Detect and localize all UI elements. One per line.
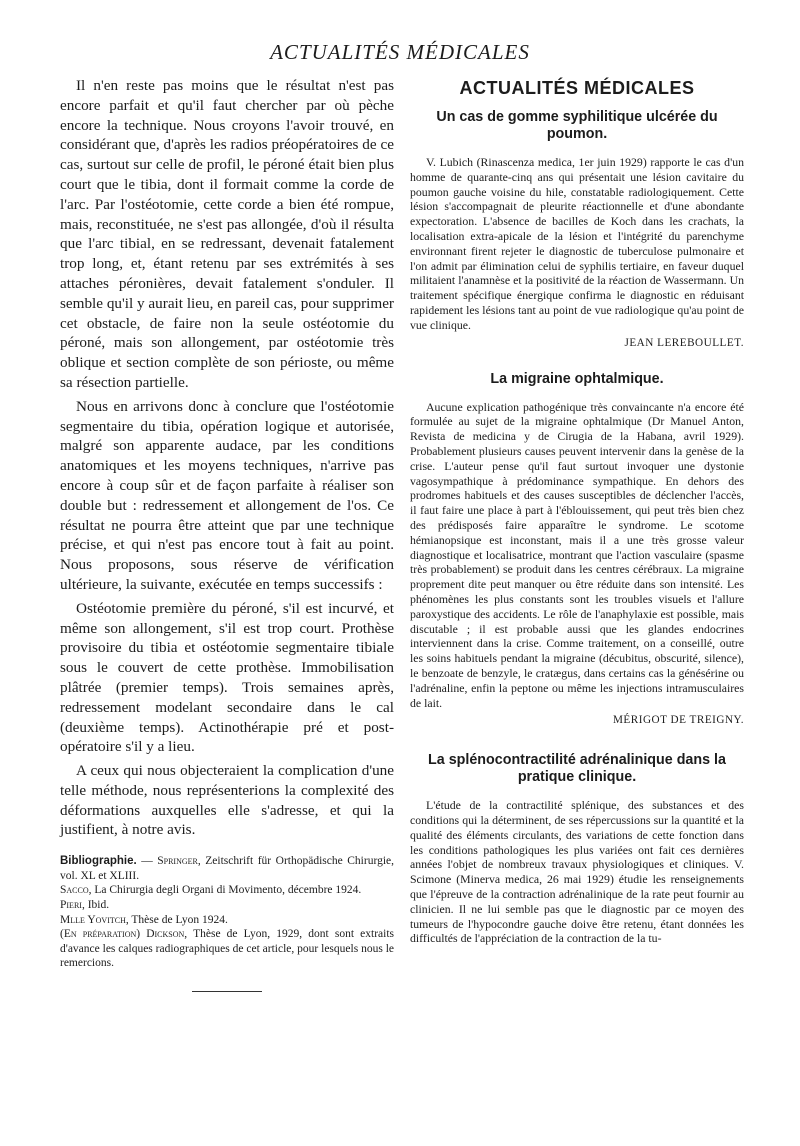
bib-rest: , Thèse de Lyon, 1929, dont sont extraits d'avance les calques radiographiques de cet article, pour lesquels nous le remercions.: [60, 928, 394, 970]
article-text: [410, 798, 744, 946]
bibliography-entry: [60, 898, 394, 913]
article-text: [410, 155, 744, 333]
bibliography-entry: Bibliographie. — Springer, Zeitschrift für Orthopädische Chirurgie, vol. XL et XLIII.: [60, 855, 394, 882]
bib-rest: , Ibid.: [81, 899, 110, 912]
section-title: ACTUALITÉS MÉDICALES: [459, 78, 695, 98]
left-paragraph: Nous en arrivons donc à conclure que l'ostéotomie segmentaire du tibia, opération logique et autorisée, malgré son apparente audace, par les conditions anatomiques et les moyens techniques, n'arrive pas encore à coup sûr et de façon parfaite à réaliser son double but : redressement et allongement de l'os. Ce résultat ne pourra être atteint que par une technique précise, et qui n'est pas encore tout à fait au point. Nous proposons, sous réserve de vérification ultérieure, la suivante, exécutée en temps successifs :: [60, 397, 394, 593]
bib-author: (En préparation) Dickson: [60, 928, 185, 941]
section-divider: [192, 991, 262, 992]
running-title: ACTUALITÉS MÉDICALES: [270, 40, 530, 64]
bibliography: [60, 854, 394, 971]
article-signature: JEAN LEREBOULLET.: [624, 336, 744, 349]
article-title: Un cas de gomme syphilitique ulcérée du poumon.: [436, 109, 718, 142]
left-column: [60, 76, 394, 992]
article-signature: MÉRIGOT DE TREIGNY.: [612, 714, 744, 727]
left-paragraph: Il n'en reste pas moins que le résultat n'est pas encore parfait et qu'il faut chercher par où pèche encore la technique. Nous croyons l'avoir trouvé, en considérant que, d'après les radios préopératoires de ce cas, surtout sur celle de profil, le péroné était bien plus court que le tibia, dont il formait comme la corde de l'arc. Par l'ostéotomie, cette corde a bien été rompue, mais, reconstituée, ne s'est pas allongée, d'où il résulta que l'arc tibial, en se redressant, devenait fatalement trop long, et, étant retenu par ses extrémités à ses attaches péronières, devait fatalement s'onduler. Il semble qu'il y aurait lieu, en pareil cas, pour supprimer cet obstacle, de faire non la seule ostéotomie du péroné, mais son allongement, par ostéotomie très oblique et section complète de son périoste, ou même sa résection partielle.: [60, 77, 394, 391]
bibliography-entry: [60, 913, 394, 928]
article-paragraph: Aucune explication pathogénique très convaincante n'a encore été formulée au sujet de la migraine ophtalmique (Dr Manuel Anton, Revista de medicina y de Cirugia de la Habana, avril 1929). Probablement plusieurs causes peuvent intervenir dans la genèse de la crise. L'auteur pense qu'il faut surtout invoquer une dystonie vagosympathique à prédominance sympathique. En dehors des prodromes habituels et des causes susceptibles de déclencher l'accès, il faut faire une place à part à l'éblouissement, qui peut très bien chez des prédisposés faire apparaître le syndrome. Le scotome hémianopsique est inconstant, mais il a une très grosse valeur diagnostique et localisatrice, montrant que l'action vasculaire (spasme très probablement) se produit dans les centres cérébraux. La migraine proprement dite peut manquer ou être réduite dans son intensité. Les phénomènes les plus constants sont les troubles visuels et l'allure paroxystique des accidents. Le rôle de l'anaphylaxie est possible, mais discutable ; il est probable aussi que les glandes endocrines interviennent dans la crise. Comme traitement, on a conseillé, outre les soins habituels pendant la migraine (décubitus, obscurité, silence), le benzoate de benzyle, le cratægus, dans certains cas la génésérine ou l'adrénaline, enfin la peptone ou même les injections intramusculaires de lait.: [410, 399, 744, 710]
bib-rest: , Zeitschrift für Orthopädische Chirurgie, vol. XL et XLIII.: [60, 855, 394, 882]
left-body-text: [60, 76, 394, 840]
article-text: [410, 400, 744, 711]
bib-author: Pieri: [60, 899, 82, 912]
bib-rest: , Thèse de Lyon 1924.: [125, 913, 228, 926]
article-paragraph: V. Lubich (Rinascenza medica, 1er juin 1929) rapporte le cas d'un homme de quarante-cinq ans qui présentait une lésion cavitaire du poumon gauche voisine du hile, constatable radiologiquement. Cette lésion s'accompagnait de pleurite réactionnelle et d'une abondante expectoration. L'absence de bacilles de Koch dans les crachats, la localisation extra-apicale de la lésion et l'intégrité du parenchyme environnant firent rejeter le diagnostic de tuberculose pulmonaire et l'on admit par élimination celui de syphilis tertiaire, en faveur duquel militaient l'anamnèse et la positivité de la réaction de Wassermann. Un traitement spécifique énergique confirma le diagnostic en réduisant rapidement les lésions tant au point de vue radiologique qu'au point de vue clinique.: [410, 155, 744, 332]
right-column: [410, 76, 744, 946]
bibliography-heading: Bibliographie.: [60, 855, 137, 868]
left-paragraph: A ceux qui nous objecteraient la complication d'une telle méthode, nous représenterions la complexité des déformations auxquelles elle s'adresse, et qui la justifient, à notre avis.: [60, 762, 394, 839]
bibliography-entry: [60, 927, 394, 971]
bib-author: Mlle Yovitch: [60, 913, 126, 926]
article-title: La migraine ophtalmique.: [490, 370, 664, 387]
article-title: La splénocontractilité adrénalinique dans la pratique clinique.: [428, 752, 726, 786]
bibliography-entry: [60, 883, 394, 898]
bib-author: Springer: [157, 855, 198, 868]
bib-rest: , La Chirurgia degli Organi di Movimento, décembre 1924.: [88, 884, 362, 897]
left-paragraph: Ostéotomie première du péroné, s'il est incurvé, et même son allongement, s'il est trop court. Prothèse provisoire du tibia et ostéotomie segmentaire tibiale sous le couvert de cette prothèse. Immobilisation plâtrée (premier temps). Trois semaines après, redressement modelant secondaire dans le cal (deuxième temps). Actinothérapie pré et post-opératoire s'il y a lieu.: [60, 599, 394, 756]
bib-author: Sacco: [60, 884, 89, 897]
article-paragraph: L'étude de la contractilité splénique, des substances et des conditions qui la déterminent, de ses répercussions sur la quantité et la qualité des éléments circulants, des variations de cette fonction dans les conditions pathologiques les plus variées ont fait ces dernières années l'objet de nombreux travaux physiologiques et cliniques. V. Scimone (Minerva medica, 26 mai 1929) étudie les renseignements que l'épreuve de la contraction adrénalinique de la rate peut fournir au clinicien. Il ne lui semble pas que le diagnostic par ce moyen des tumeurs de l'hypocondre gauche doive être retenu, étant données les difficultés de l'appréciation de la contraction de la tu-: [410, 798, 744, 946]
